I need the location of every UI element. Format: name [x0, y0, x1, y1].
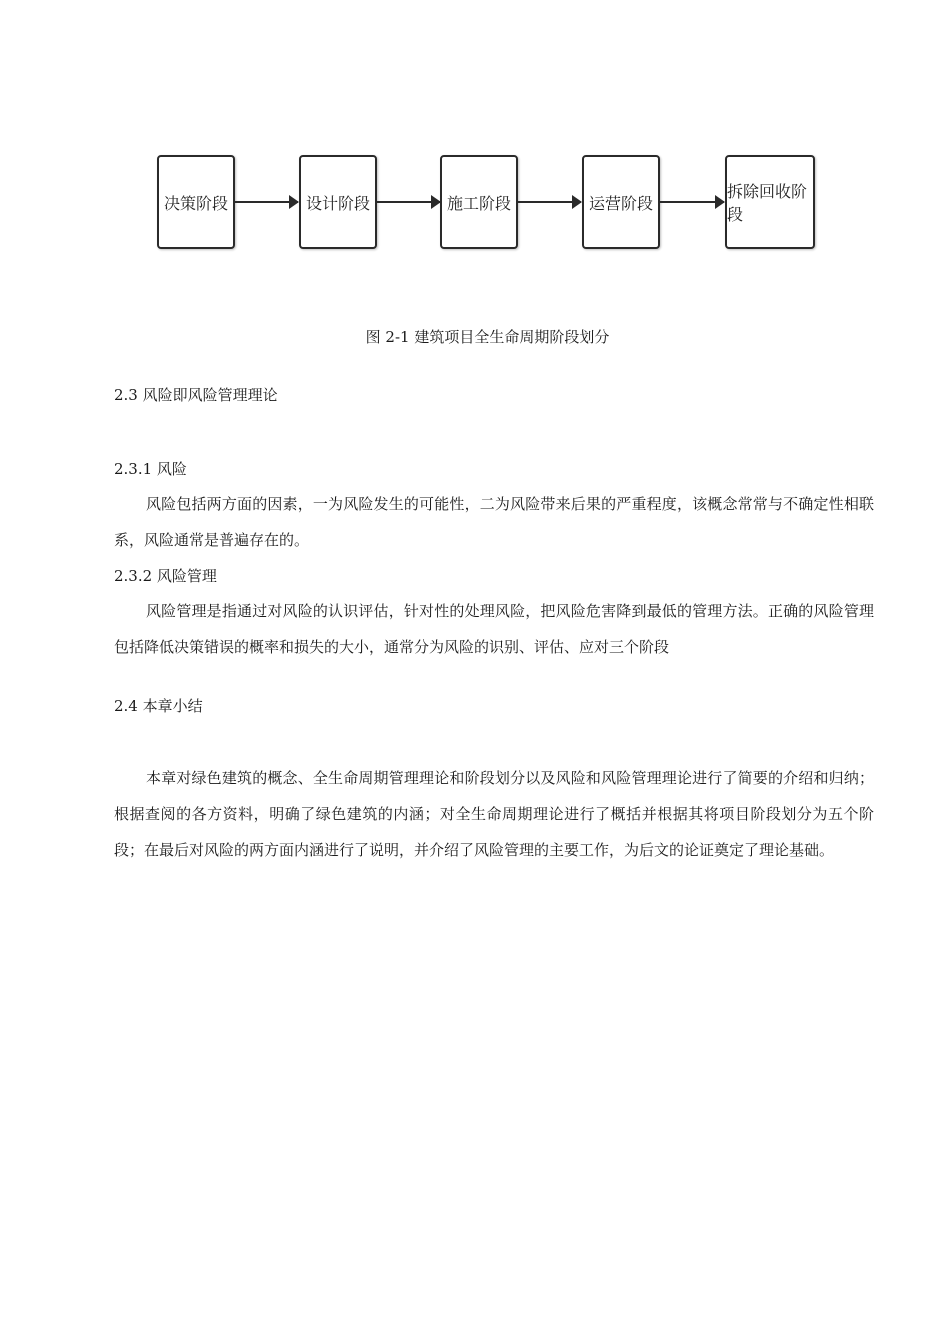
stage-box-construction: 施工阶段 — [440, 155, 518, 249]
section-2-4-heading: 2.4 本章小结 — [114, 697, 203, 715]
lifecycle-flow-diagram — [0, 0, 950, 300]
section-2-3-2-heading: 2.3.2 风险管理 — [114, 567, 217, 585]
figure-caption: 图 2-1 建筑项目全生命周期阶段划分 — [365, 328, 610, 346]
section-2-4-paragraph: 本章对绿色建筑的概念、全生命周期管理理论和阶段划分以及风险和风险管理理论进行了简要的介绍和归纳；根据查阅的各方资料，明确了绿色建筑的内涵；对全生命周期理论进行了概括并根据其将项目阶段划分为五个阶段；在最后对风险的两方面内涵进行了说明，并介绍了风险管理的主要工作，为后文的论证奠定了理论基础。 — [114, 769, 874, 859]
stage-box-decision: 决策阶段 — [157, 155, 235, 249]
section-2-3-2-paragraph: 风险管理是指通过对风险的认识评估，针对性的处理风险，把风险危害降到最低的管理方法。正确的风险管理包括降低决策错误的概率和损失的大小，通常分为风险的识别、评估、应对三个阶段 — [114, 602, 874, 656]
stage-box-demolition-recycling: 拆除回收阶段 — [725, 155, 815, 249]
section-2-3-1-paragraph: 风险包括两方面的因素，一为风险发生的可能性，二为风险带来后果的严重程度，该概念常常与不确定性相联系，风险通常是普遍存在的。 — [114, 495, 874, 549]
flow-arrow-1 — [235, 201, 298, 203]
section-2-3-heading: 2.3 风险即风险管理理论 — [114, 386, 278, 404]
stage-box-design: 设计阶段 — [299, 155, 377, 249]
section-2-3-1-heading: 2.3.1 风险 — [114, 460, 187, 478]
flow-arrow-2 — [377, 201, 440, 203]
flow-arrow-4 — [660, 201, 724, 203]
flow-arrow-3 — [518, 201, 581, 203]
stage-box-operation: 运营阶段 — [582, 155, 660, 249]
